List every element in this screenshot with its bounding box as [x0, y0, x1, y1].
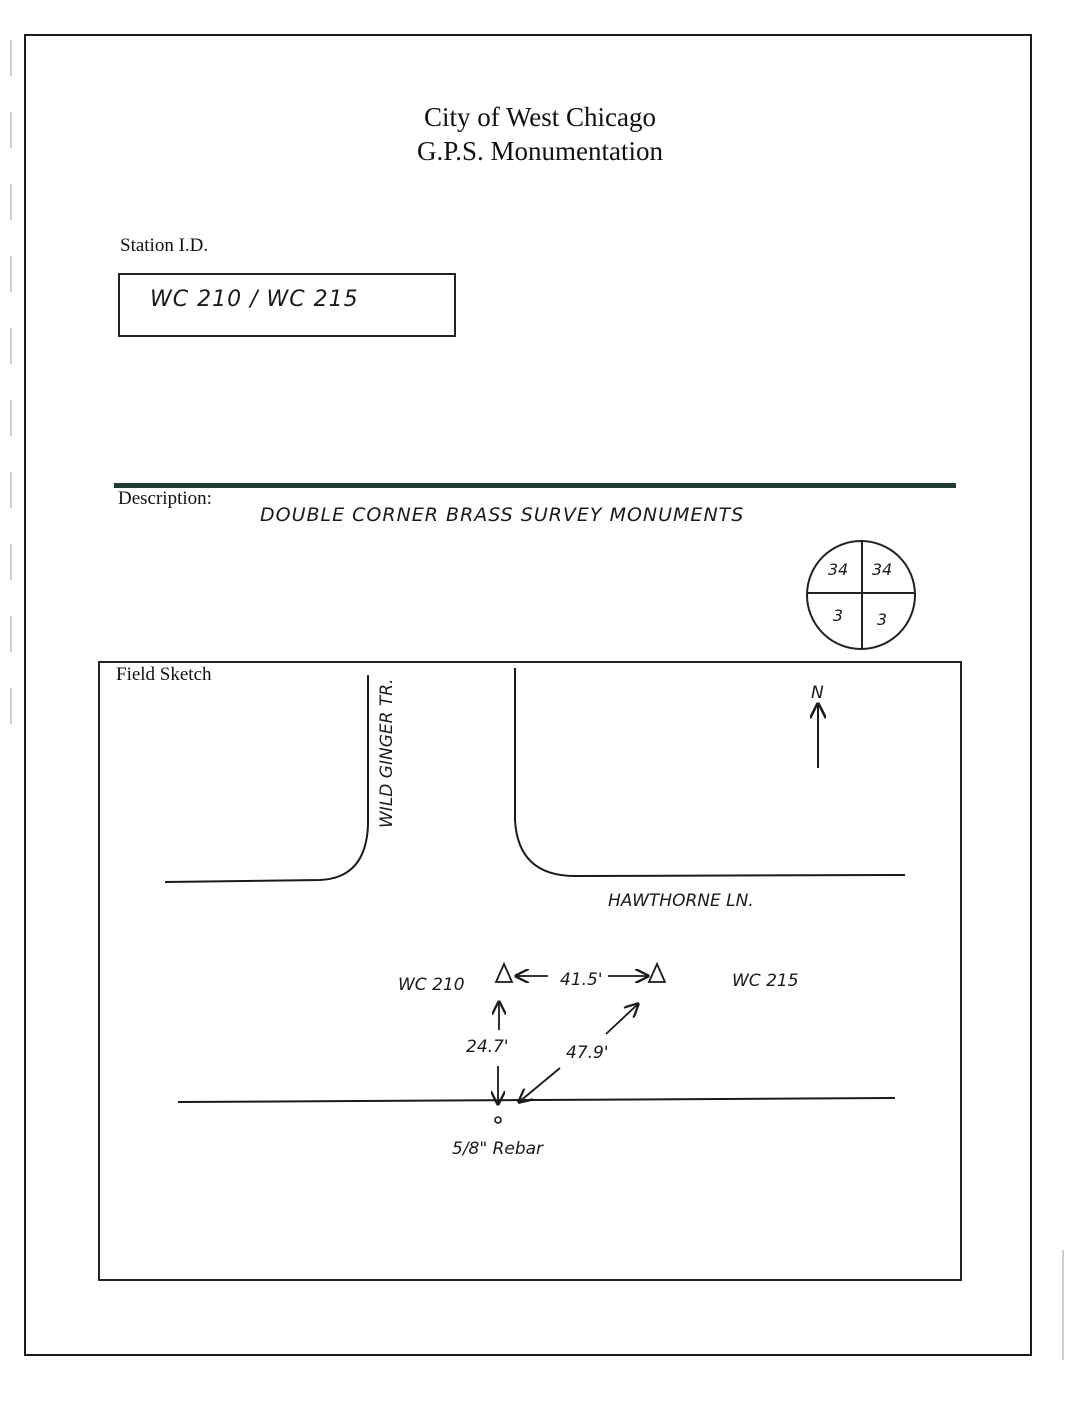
monument-label-wc215: WC 215: [732, 971, 799, 991]
monument-triangle-icon: [649, 964, 665, 982]
street-label-hawthorne: HAWTHORNE LN.: [608, 891, 754, 911]
section-bottom-right: 3: [876, 610, 888, 629]
distance-diagonal-label: 47.9': [566, 1043, 609, 1063]
monument-label-wc210: WC 210: [398, 975, 465, 995]
field-sketch-label: Field Sketch: [116, 664, 212, 685]
distance-vertical-label: 24.7': [466, 1037, 509, 1057]
road-curb-west: [165, 675, 368, 882]
rebar-point-icon: [495, 1117, 501, 1123]
station-id-value: WC 210 / WC 215: [150, 287, 359, 312]
title-subtitle: G.P.S. Monumentation: [416, 136, 664, 166]
description-value: DOUBLE CORNER BRASS SURVEY MONUMENTS: [260, 504, 745, 526]
station-id-label: Station I.D.: [120, 235, 209, 256]
dimension-arrow: [606, 1004, 638, 1034]
description-label: Description:: [118, 488, 212, 509]
monument-triangle-icon: [496, 964, 512, 982]
distance-between-label: 41.5': [560, 970, 603, 990]
rebar-label: 5/8" Rebar: [452, 1139, 544, 1159]
section-top-right: 34: [871, 560, 893, 579]
section-top-left: 34: [827, 560, 849, 579]
north-label: N: [811, 683, 824, 703]
road-south-line: [178, 1098, 895, 1102]
dimension-arrow: [519, 1068, 560, 1102]
street-label-wild-ginger: WILD GINGER TR.: [377, 678, 397, 828]
title-city: City of West Chicago: [423, 102, 657, 132]
road-curb-east: [515, 668, 905, 876]
section-bottom-left: 3: [832, 606, 844, 625]
